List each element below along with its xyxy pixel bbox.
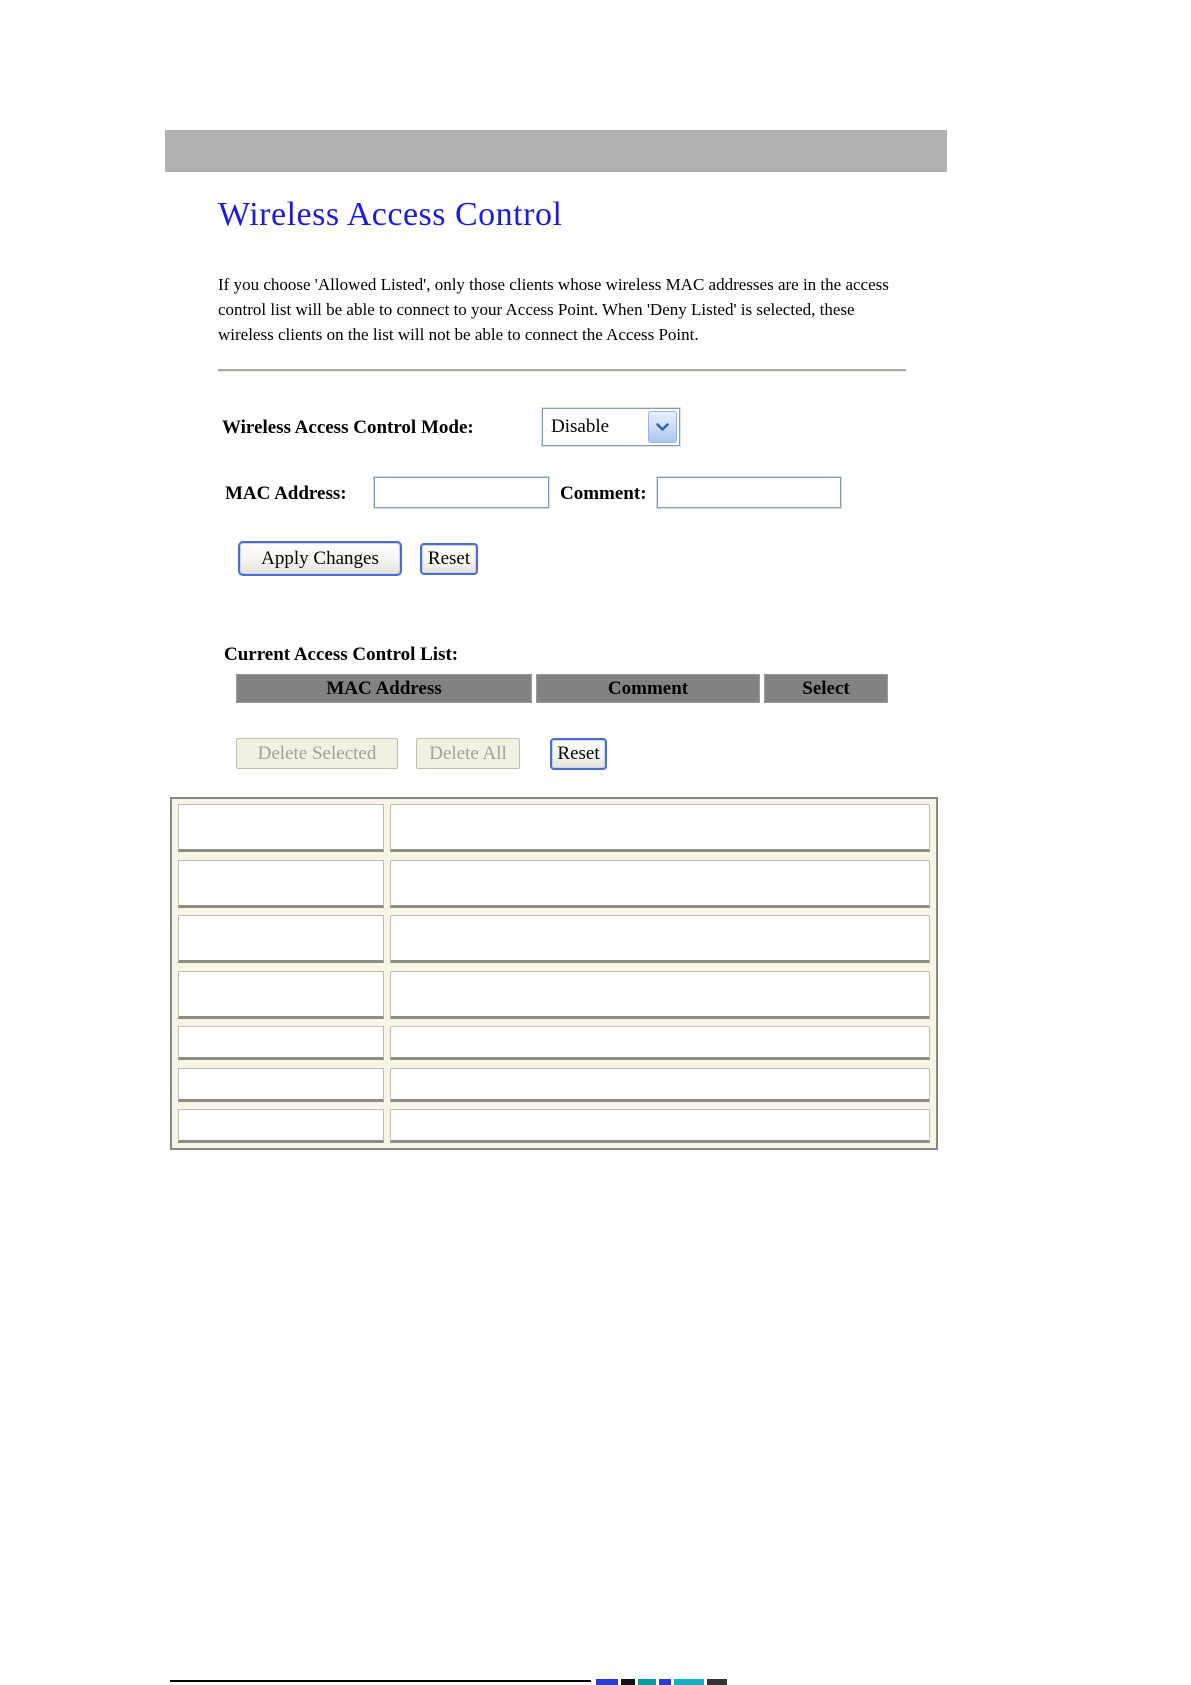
acl-column-mac-address: MAC Address bbox=[236, 674, 532, 703]
table-row bbox=[178, 1026, 930, 1060]
table-cell bbox=[178, 860, 384, 908]
access-control-mode-label: Wireless Access Control Mode: bbox=[222, 417, 474, 438]
section-divider bbox=[218, 369, 906, 372]
acl-reset-button[interactable]: Reset bbox=[550, 738, 607, 770]
select-dropdown-button[interactable] bbox=[648, 411, 677, 443]
table-cell bbox=[178, 971, 384, 1019]
table-cell bbox=[390, 804, 930, 852]
delete-selected-button[interactable]: Delete Selected bbox=[236, 738, 398, 769]
footnote-separator-line bbox=[170, 1680, 591, 1682]
table-row bbox=[178, 971, 930, 1019]
table-cell bbox=[390, 1026, 930, 1060]
acl-table-header bbox=[236, 674, 888, 703]
table-cell bbox=[178, 1109, 384, 1143]
page-title: Wireless Access Control bbox=[218, 196, 563, 233]
table-row bbox=[178, 804, 930, 852]
table-row bbox=[178, 915, 930, 963]
table-cell bbox=[178, 804, 384, 852]
table-cell bbox=[390, 1068, 930, 1102]
mac-address-input[interactable] bbox=[374, 477, 549, 508]
mac-address-label: MAC Address: bbox=[225, 483, 347, 504]
chevron-down-icon bbox=[656, 423, 669, 432]
comment-input[interactable] bbox=[657, 477, 841, 508]
table-cell bbox=[178, 915, 384, 963]
table-cell bbox=[178, 1068, 384, 1102]
current-acl-title: Current Access Control List: bbox=[224, 644, 459, 665]
table-cell bbox=[178, 1026, 384, 1060]
table-row bbox=[178, 1109, 930, 1143]
access-control-mode-select[interactable] bbox=[542, 408, 680, 446]
reset-button[interactable]: Reset bbox=[420, 543, 478, 575]
footer-text-fragment bbox=[596, 1679, 728, 1685]
table-row bbox=[178, 860, 930, 908]
table-cell bbox=[390, 1109, 930, 1143]
empty-notes-table bbox=[170, 797, 938, 1150]
top-banner-bar bbox=[165, 130, 947, 172]
page-description: If you choose 'Allowed Listed', only those clients whose wireless MAC addresses are in the access control list will be able to connect to your Access Point. When 'Deny Listed' is selected, these wireless clients on the list will not be able to connect the Access Point. bbox=[218, 275, 889, 344]
table-cell bbox=[390, 971, 930, 1019]
delete-all-button[interactable]: Delete All bbox=[416, 738, 520, 769]
table-cell bbox=[390, 860, 930, 908]
table-row bbox=[178, 1068, 930, 1102]
acl-column-select: Select bbox=[764, 674, 888, 703]
table-cell bbox=[390, 915, 930, 963]
access-control-mode-value: Disable bbox=[551, 416, 610, 437]
acl-column-comment: Comment bbox=[536, 674, 760, 703]
apply-changes-button[interactable]: Apply Changes bbox=[238, 541, 402, 576]
comment-label: Comment: bbox=[560, 483, 647, 504]
